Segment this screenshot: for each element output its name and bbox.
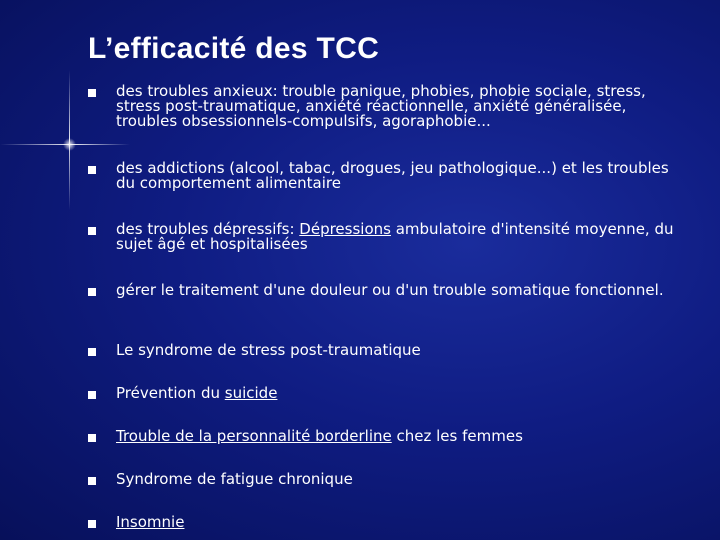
bullet-text-segment: Prévention du xyxy=(116,384,225,402)
insomnie-link[interactable]: Insomnie xyxy=(116,513,185,531)
bullet-text xyxy=(116,429,691,444)
slide-title: L’efficacité des TCC xyxy=(88,32,380,65)
bullet-text-segment: des troubles dépressifs: xyxy=(116,220,300,238)
bullet-text xyxy=(116,283,691,298)
bullet-text-segment: gérer le traitement d'une douleur ou d'un trouble somatique fonctionnel. xyxy=(116,281,664,299)
bullet-text xyxy=(116,161,691,191)
bullet-square-icon xyxy=(88,434,96,442)
bullet-text-segment: Syndrome de fatigue chronique xyxy=(116,470,353,488)
bullet-square-icon xyxy=(88,477,96,485)
bullet-text-segment: chez les femmes xyxy=(391,427,523,445)
bullet-text-segment: ambulatoire d'intensité moyenne, du sujet âgé et hospitalisées xyxy=(116,220,674,253)
bullet-text xyxy=(116,222,691,252)
bullet-square-icon xyxy=(88,288,96,296)
bullet-square-icon xyxy=(88,520,96,528)
bullet-text xyxy=(116,472,691,487)
bullet-text-segment: des troubles anxieux: trouble panique, phobies, phobie sociale, stress, stress post-traumatique, anxiété réactionnelle, anxiété généralisée, troubles obsessionnels-compulsifs, agoraphobie... xyxy=(116,82,646,130)
bullet-square-icon xyxy=(88,166,96,174)
bullet-text xyxy=(116,515,691,530)
bullet-square-icon xyxy=(88,227,96,235)
lens-flare-glow xyxy=(63,138,76,151)
bullet-text xyxy=(116,386,691,401)
bullet-text xyxy=(116,84,691,129)
depressions-link[interactable]: Dépressions xyxy=(299,220,391,238)
bullet-text xyxy=(116,343,691,358)
bullet-text-segment: Le syndrome de stress post-traumatique xyxy=(116,341,421,359)
borderline-link[interactable]: Trouble de la personnalité borderline xyxy=(116,427,392,445)
bullet-square-icon xyxy=(88,89,96,97)
bullet-square-icon xyxy=(88,348,96,356)
bullet-square-icon xyxy=(88,391,96,399)
bullet-text-segment: des addictions (alcool, tabac, drogues, jeu pathologique...) et les troubles du comportement alimentaire xyxy=(116,159,669,192)
suicide-link[interactable]: suicide xyxy=(224,384,278,402)
